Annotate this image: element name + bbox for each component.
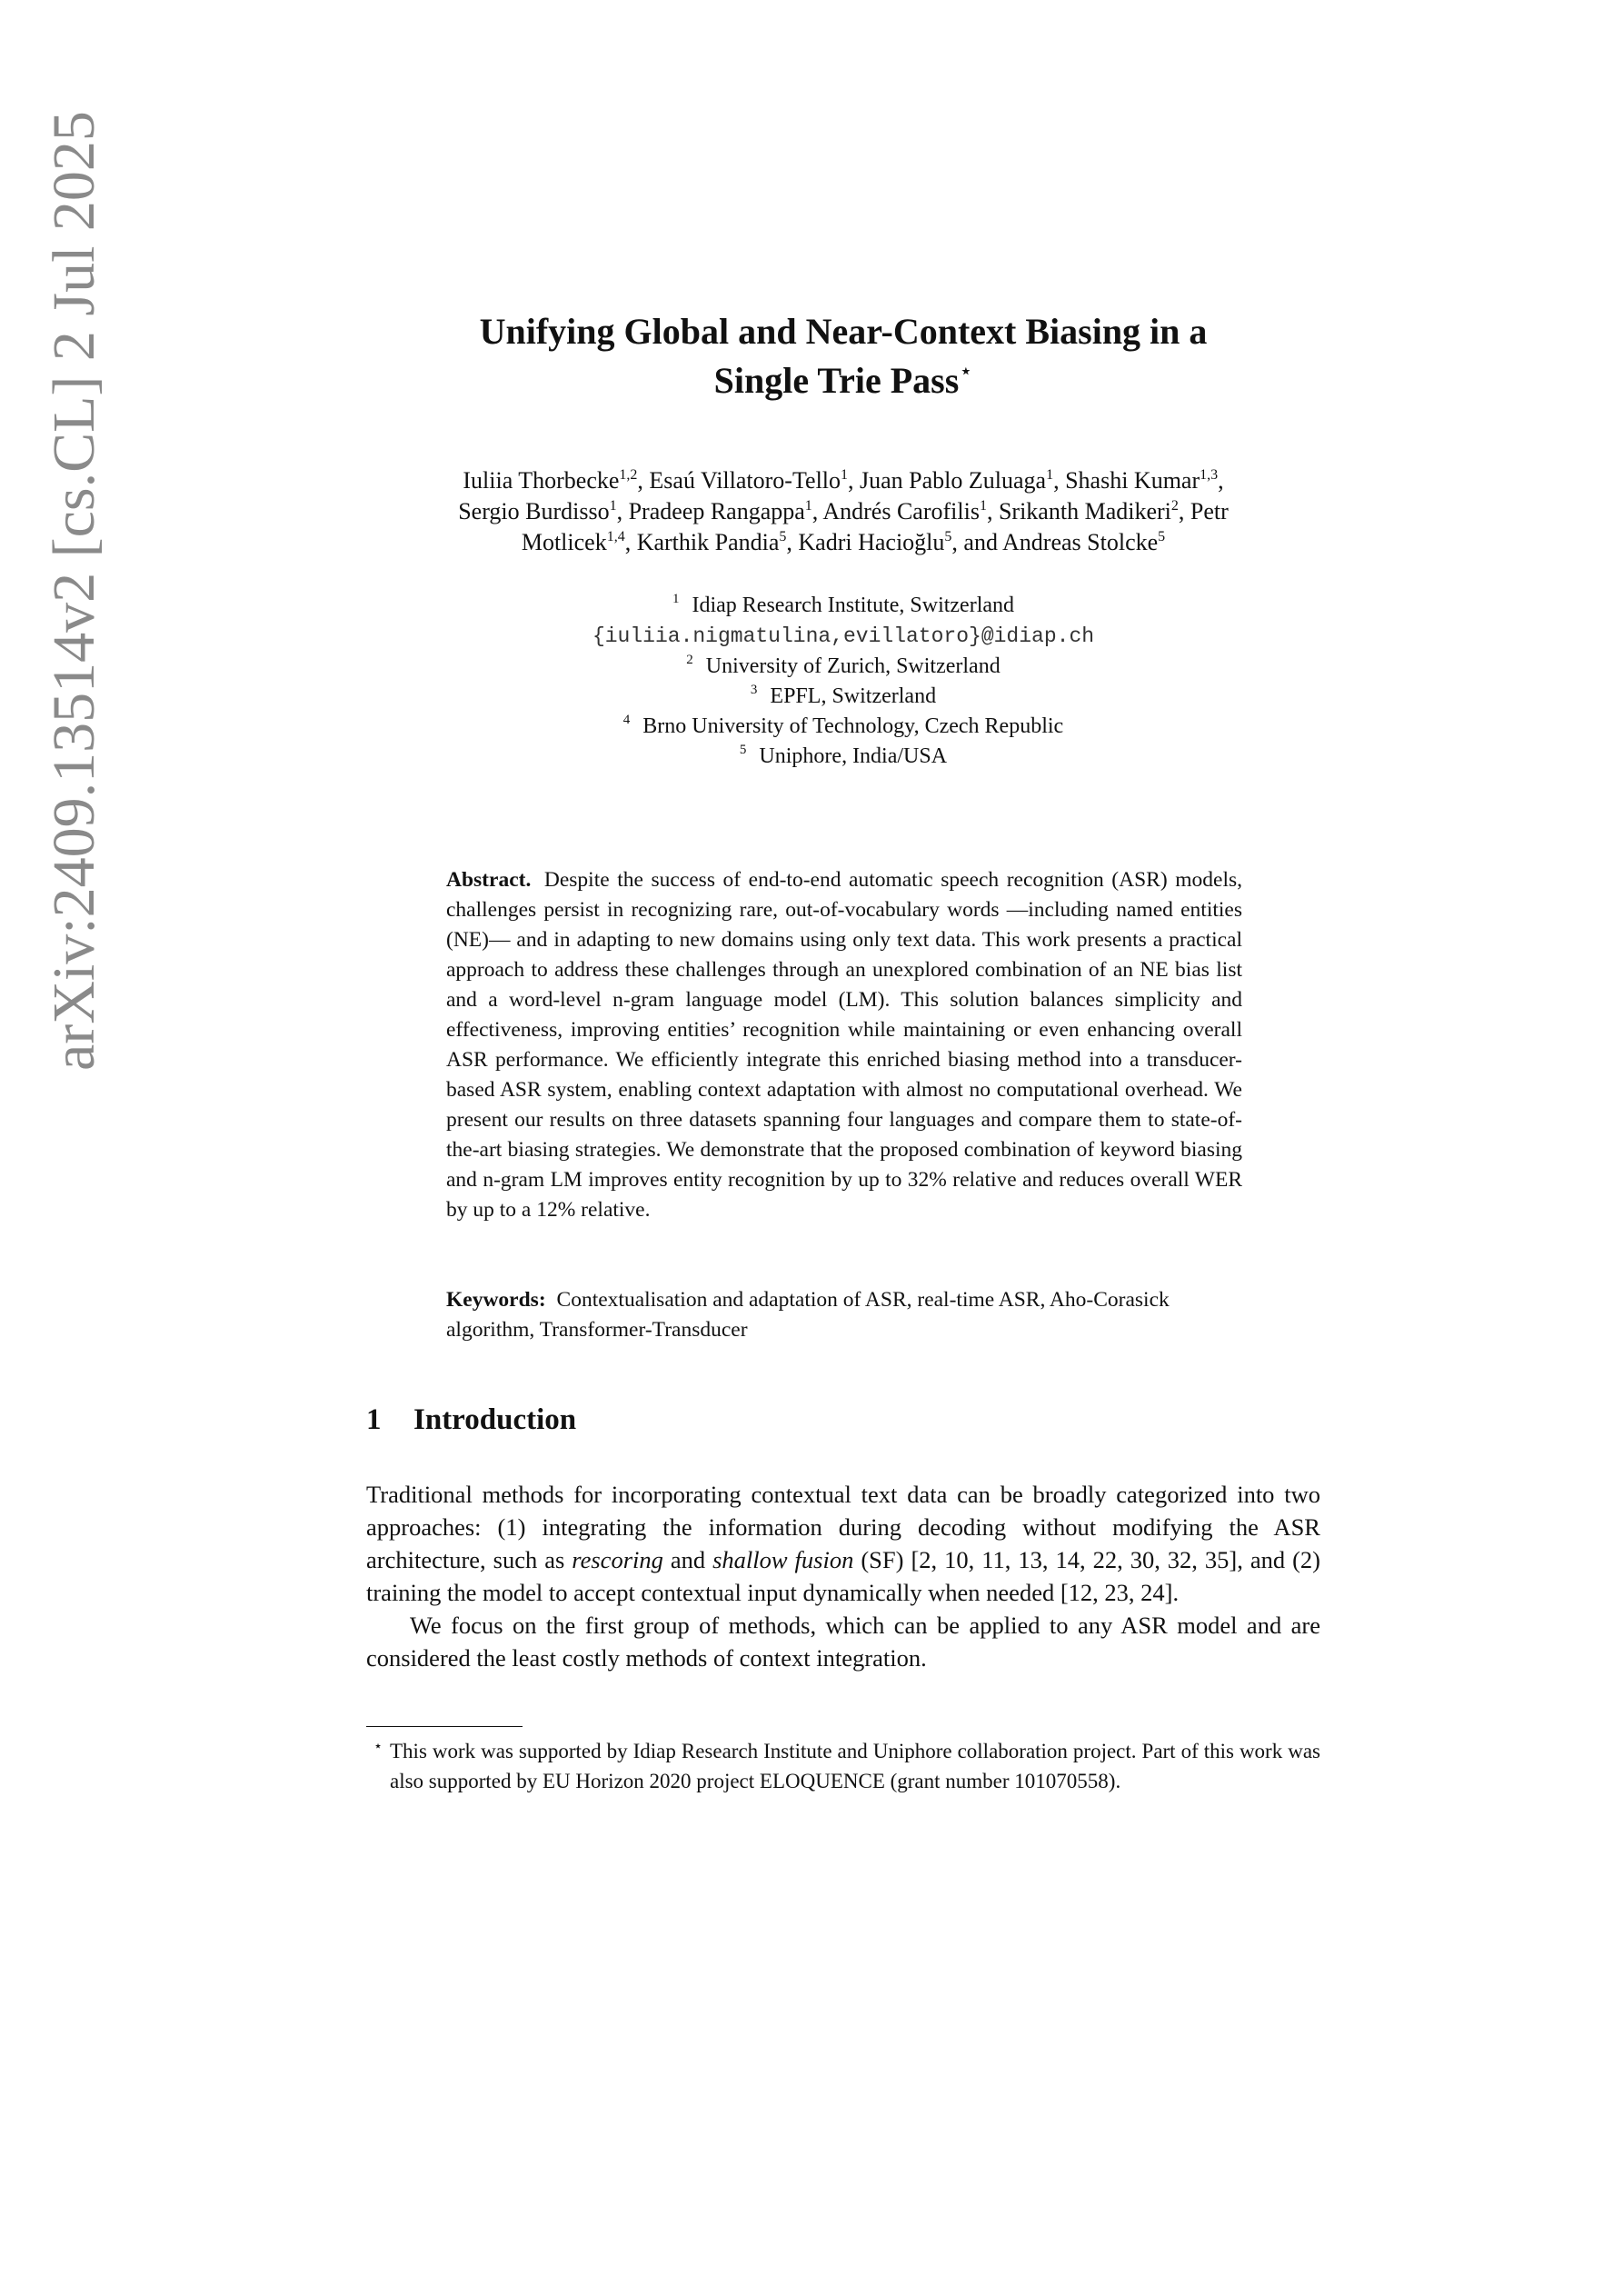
author-affiliation: 5 — [944, 529, 952, 544]
author-affiliation: 1,3 — [1200, 467, 1219, 483]
affiliation-name: Uniphore, India/USA — [759, 744, 948, 768]
author-name-last: Motlicek — [521, 529, 607, 555]
title-line-2 — [366, 356, 1320, 405]
keywords-text: Contextualisation and adaptation of ASR, real-time ASR, Aho-Corasick algorithm, Transformer-Transducer — [446, 1288, 1170, 1342]
abstract-text: Despite the success of end-to-end automatic speech recognition (ASR) models, challenges persist in recognizing rare, out-of-vocabulary words —including named entities (NE)— and in adapting to new domains using only text data. This work presents a practical approach to address these challenges through an unexplored combination of an NE bias list and a word-level n-gram language model (LM). This solution balances simplicity and effectiveness, improving entities’ recognition while maintaining or even enhancing overall ASR performance. We efficiently integrate this enriched biasing method into a transducer-based ASR system, enabling context adaptation with almost no computational overhead. We present our results on three datasets spanning four languages and compare them to state-of-the-art biasing strategies. We demonstrate that the proposed combination of keyword biasing and n-gram LM improves entity recognition by up to 32% relative and reduces overall WER by up to a 12% relative. — [446, 868, 1242, 1222]
affiliation-name: Idiap Research Institute, Switzerland — [692, 594, 1015, 617]
affiliation-number: 5 — [739, 743, 747, 757]
affiliation-name: EPFL, Switzerland — [770, 684, 937, 708]
author-name: Pradeep Rangappa — [628, 498, 805, 524]
paper-title — [366, 307, 1320, 405]
footnote-rule — [366, 1726, 523, 1727]
author-affiliation: 1 — [804, 498, 812, 514]
affiliation-number: 2 — [686, 653, 693, 667]
affiliation-number: 4 — [622, 713, 631, 727]
title-line-2-text: Single Trie Pass — [713, 360, 960, 401]
author-name: Iuliia Thorbecke — [463, 467, 620, 494]
affiliation-item — [366, 652, 1320, 682]
paragraph-text: Traditional methods for incorporating contextual text data can be broadly categorized into two approaches: (1) integrating the information during decoding without modifying the ASR architecture, such as — [366, 1481, 1320, 1573]
affiliation-item — [366, 591, 1320, 621]
author-affiliation: 1 — [841, 467, 849, 483]
author-line-2: Sergio Burdisso$^1$, Pradeep Rangappa$^1$, Andrés Carofilis$^1$, Srikanth Madikeri$^2$, Petr — [458, 498, 1229, 524]
paragraph — [366, 1478, 1320, 1609]
author-affiliation: 1 — [609, 498, 617, 514]
author-name: Sergio Burdisso — [458, 498, 610, 524]
author-list — [366, 465, 1320, 558]
footnote: ⋆ This work was supported by Idiap Research Institute and Uniphore collaboration project. Part of this work was also supported by EU Horizon 2020 project ELOQUENCE (grant number 101070558). — [373, 1739, 1320, 1792]
emphasis-rescoring: rescoring — [572, 1546, 663, 1573]
author-affiliation: 5 — [1158, 529, 1166, 544]
footnote-text: This work was supported by Idiap Research Institute and Uniphore collaboration project. Part of this work was also supported by EU Horizon 2020 project ELOQUENCE (grant number 101070558). — [390, 1740, 1320, 1792]
affiliation-number: 3 — [750, 683, 758, 697]
section-title: Introduction — [413, 1403, 577, 1436]
author-name: Shashi Kumar — [1065, 467, 1200, 494]
keywords — [446, 1285, 1242, 1345]
author-affiliation: 2 — [1170, 498, 1179, 514]
section-body — [366, 1478, 1320, 1674]
emphasis-shallow-fusion: shallow fusion — [712, 1546, 854, 1573]
abstract-label: Abstract. — [446, 868, 532, 892]
author-affiliation: 1 — [1046, 467, 1054, 483]
affiliation-list — [366, 591, 1320, 772]
affiliation-email — [366, 621, 1320, 652]
author-and: and — [963, 529, 998, 555]
section-heading — [366, 1400, 1320, 1440]
title-footnote-mark: ⋆ — [959, 360, 973, 384]
author-affiliation: 1 — [979, 498, 987, 514]
author-affiliation: 5 — [779, 529, 787, 544]
author-name: Esaú Villatoro-Tello — [649, 467, 841, 494]
affiliation-name: University of Zurich, Switzerland — [705, 654, 1001, 678]
author-name: Andreas Stolcke — [1002, 529, 1159, 555]
affiliation-item — [366, 712, 1320, 742]
keywords-label: Keywords: — [446, 1288, 546, 1312]
author-name-first: Petr — [1190, 498, 1229, 524]
author-line-3: Motlicek$^{1,4}$, Karthik Pandia$^5$, Kadri Hacioğlu$^5$, and Andreas Stolcke$^5$ — [521, 529, 1166, 555]
author-line-1: Iuliia Thorbecke$^{1,2}$, Esaú Villatoro-Tello$^1$, Juan Pablo Zuluaga$^1$, Shashi Kumar$^{1,3}$, — [463, 467, 1224, 494]
abstract — [446, 865, 1242, 1225]
paragraph-text: and — [662, 1546, 713, 1573]
author-name: Kadri Hacioğlu — [798, 529, 945, 555]
author-affiliation: 1,2 — [619, 467, 638, 483]
arxiv-identifier-stamp: arXiv:2409.13514v2 [cs.CL] 2 Jul 2025 — [41, 111, 107, 1071]
paragraph: We focus on the first group of methods, which can be applied to any ASR model and are considered the least costly methods of context integration. — [366, 1612, 1320, 1672]
author-name: Srikanth Madikeri — [998, 498, 1171, 524]
affiliation-name: Brno University of Technology, Czech Republic — [642, 714, 1064, 738]
affiliation-number: 1 — [672, 592, 680, 606]
author-affiliation: 1,4 — [606, 529, 625, 544]
affiliation-item — [366, 742, 1320, 772]
email-address: {iuliia.nigmatulina,evillatoro}@idiap.ch — [592, 624, 1095, 648]
section-number: 1 — [366, 1403, 382, 1436]
title-line-1: Unifying Global and Near-Context Biasing in a — [479, 311, 1208, 352]
author-name: Andrés Carofilis — [822, 498, 980, 524]
affiliation-item — [366, 682, 1320, 712]
paragraph-text: (SF) [2, 10, 11, 13, 14, 22, 30, 32, 35], and (2) training the model to accept contextual input dynamically when needed [12, 23, 24]. — [366, 1546, 1320, 1606]
author-name: Juan Pablo Zuluaga — [860, 467, 1047, 494]
author-name: Karthik Pandia — [636, 529, 780, 555]
